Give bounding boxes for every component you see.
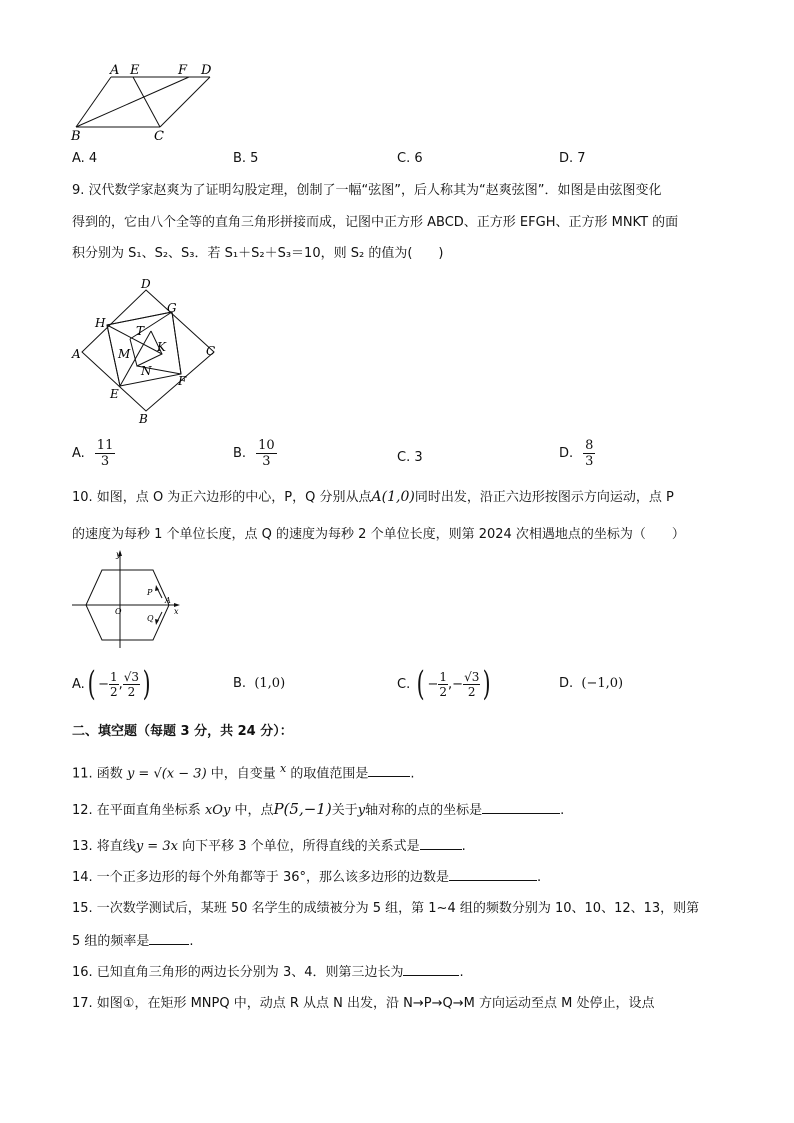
q15-answer-blank[interactable] [149, 932, 189, 945]
fig9-label-c: C [206, 344, 216, 358]
q9-line-3: 积分别为 S₁、S₂、S₃．若 S₁＋S₂＋S₃＝10，则 S₂ 的值为( ) [72, 246, 444, 261]
q9-line-2: 得到的，它由八个全等的直角三角形拼接而成，记图中正方形 ABCD、正方形 EFGH、正方形 MNKT 的面 [72, 215, 679, 230]
section-2-heading: 二、填空题（每题 3 分，共 24 分）： [72, 724, 293, 739]
fig8-label-a: A [110, 63, 120, 78]
fig10-label-x: x [174, 607, 179, 616]
q12-answer-blank[interactable] [482, 801, 560, 814]
q10-option-d[interactable]: D. (−1,0) [559, 676, 624, 691]
q8-option-d[interactable]: D. 7 [559, 151, 586, 166]
q9-option-b[interactable]: B. $\frac{10}{3}$ [233, 438, 275, 469]
q10-line-1: 10. 如图，点 O 为正六边形的中心，P，Q 分别从点A(1,0)同时出发，沿正六边形按图示方向运动，点 P [72, 489, 674, 505]
q12: 12. 在平面直角坐标系 xOy 中，点P(5,−1)关于y轴对称的点的坐标是 . [72, 800, 565, 818]
q11: 11. 函数 y = √(x − 3) 中，自变量 $^x$ 的取值范围是 . [72, 762, 415, 782]
q10-line-2: 的速度为每秒 1 个单位长度，点 Q 的速度为每秒 2 个单位长度，则第 2024 次相遇地点的坐标为（ ） [72, 527, 685, 542]
fig10-label-o: O [115, 607, 122, 616]
q14-answer-blank[interactable] [449, 868, 537, 881]
fig10-label-p: P [147, 588, 153, 597]
fig9-label-f: F [178, 374, 187, 388]
fig10-label-y: y [116, 550, 121, 559]
q11-answer-blank[interactable] [368, 764, 410, 777]
q10-option-b[interactable]: B. (1,0) [233, 676, 286, 691]
q8-option-b[interactable]: B. 5 [233, 151, 259, 166]
fig9-label-k: K [157, 340, 166, 354]
q9-option-a[interactable]: A. $\frac{11}{3}$ [72, 438, 114, 469]
q10-option-c[interactable]: C. ( − $\frac{1}{2}$ ,− $\frac{√3}{2}$ ) [397, 664, 491, 704]
q10-option-a[interactable]: A. ( − $\frac{1}{2}$ , √3 2 ) [72, 664, 151, 704]
fig9-label-m: M [118, 347, 131, 361]
q16: 16. 已知直角三角形的两边长分别为 3、4．则第三边长为 . [72, 965, 464, 980]
fig9-label-h: H [95, 316, 106, 330]
fig10-label-a: A [165, 596, 171, 605]
q17-line-1: 17. 如图①，在矩形 MNPQ 中，动点 R 从点 N 出发，沿 N→P→Q→M 方向运动至点 M 处停止，设点 [72, 996, 655, 1011]
fig9-label-n: N [141, 364, 152, 378]
fig8-label-b: B [71, 129, 81, 144]
fig8-label-e: E [130, 63, 140, 78]
hexagon-figure [68, 548, 188, 653]
q13-answer-blank[interactable] [420, 837, 462, 850]
fig8-label-d: D [201, 63, 212, 78]
fig10-label-q: Q [147, 614, 154, 623]
parallelogram-figure [68, 60, 228, 145]
fig9-label-t: T [136, 324, 145, 338]
fig9-label-g: G [167, 301, 177, 315]
q9-option-d[interactable]: D. $\frac{8}{3}$ [559, 438, 594, 469]
q15-line-1: 15. 一次数学测试后，某班 50 名学生的成绩被分为 5 组，第 1~4 组的频数分别为 10、10、12、13，则第 [72, 901, 700, 916]
q9-option-c[interactable]: C. 3 [397, 450, 423, 465]
q8-option-c[interactable]: C. 6 [397, 151, 423, 166]
zhao-shuang-figure [68, 275, 228, 430]
q8-option-a[interactable]: A. 4 [72, 151, 98, 166]
fig9-label-d: D [141, 277, 151, 291]
fig9-label-a: A [72, 347, 81, 361]
fig8-label-f: F [178, 63, 188, 78]
q9-line-1: 9. 汉代数学家赵爽为了证明勾股定理，创制了一幅“弦图”，后人称其为“赵爽弦图”．如图是由弦图变化 [72, 183, 662, 198]
q15-line-2: 5 组的频率是 . [72, 934, 194, 949]
q14: 14. 一个正多边形的每个外角都等于 36°，那么该多边形的边数是 . [72, 870, 542, 885]
q16-answer-blank[interactable] [403, 963, 459, 976]
fig9-label-e: E [110, 387, 119, 401]
fig9-label-b: B [139, 412, 148, 426]
fig8-label-c: C [154, 129, 164, 144]
q13: 13. 将直线y = 3x 向下平移 3 个单位，所得直线的关系式是 . [72, 839, 466, 854]
